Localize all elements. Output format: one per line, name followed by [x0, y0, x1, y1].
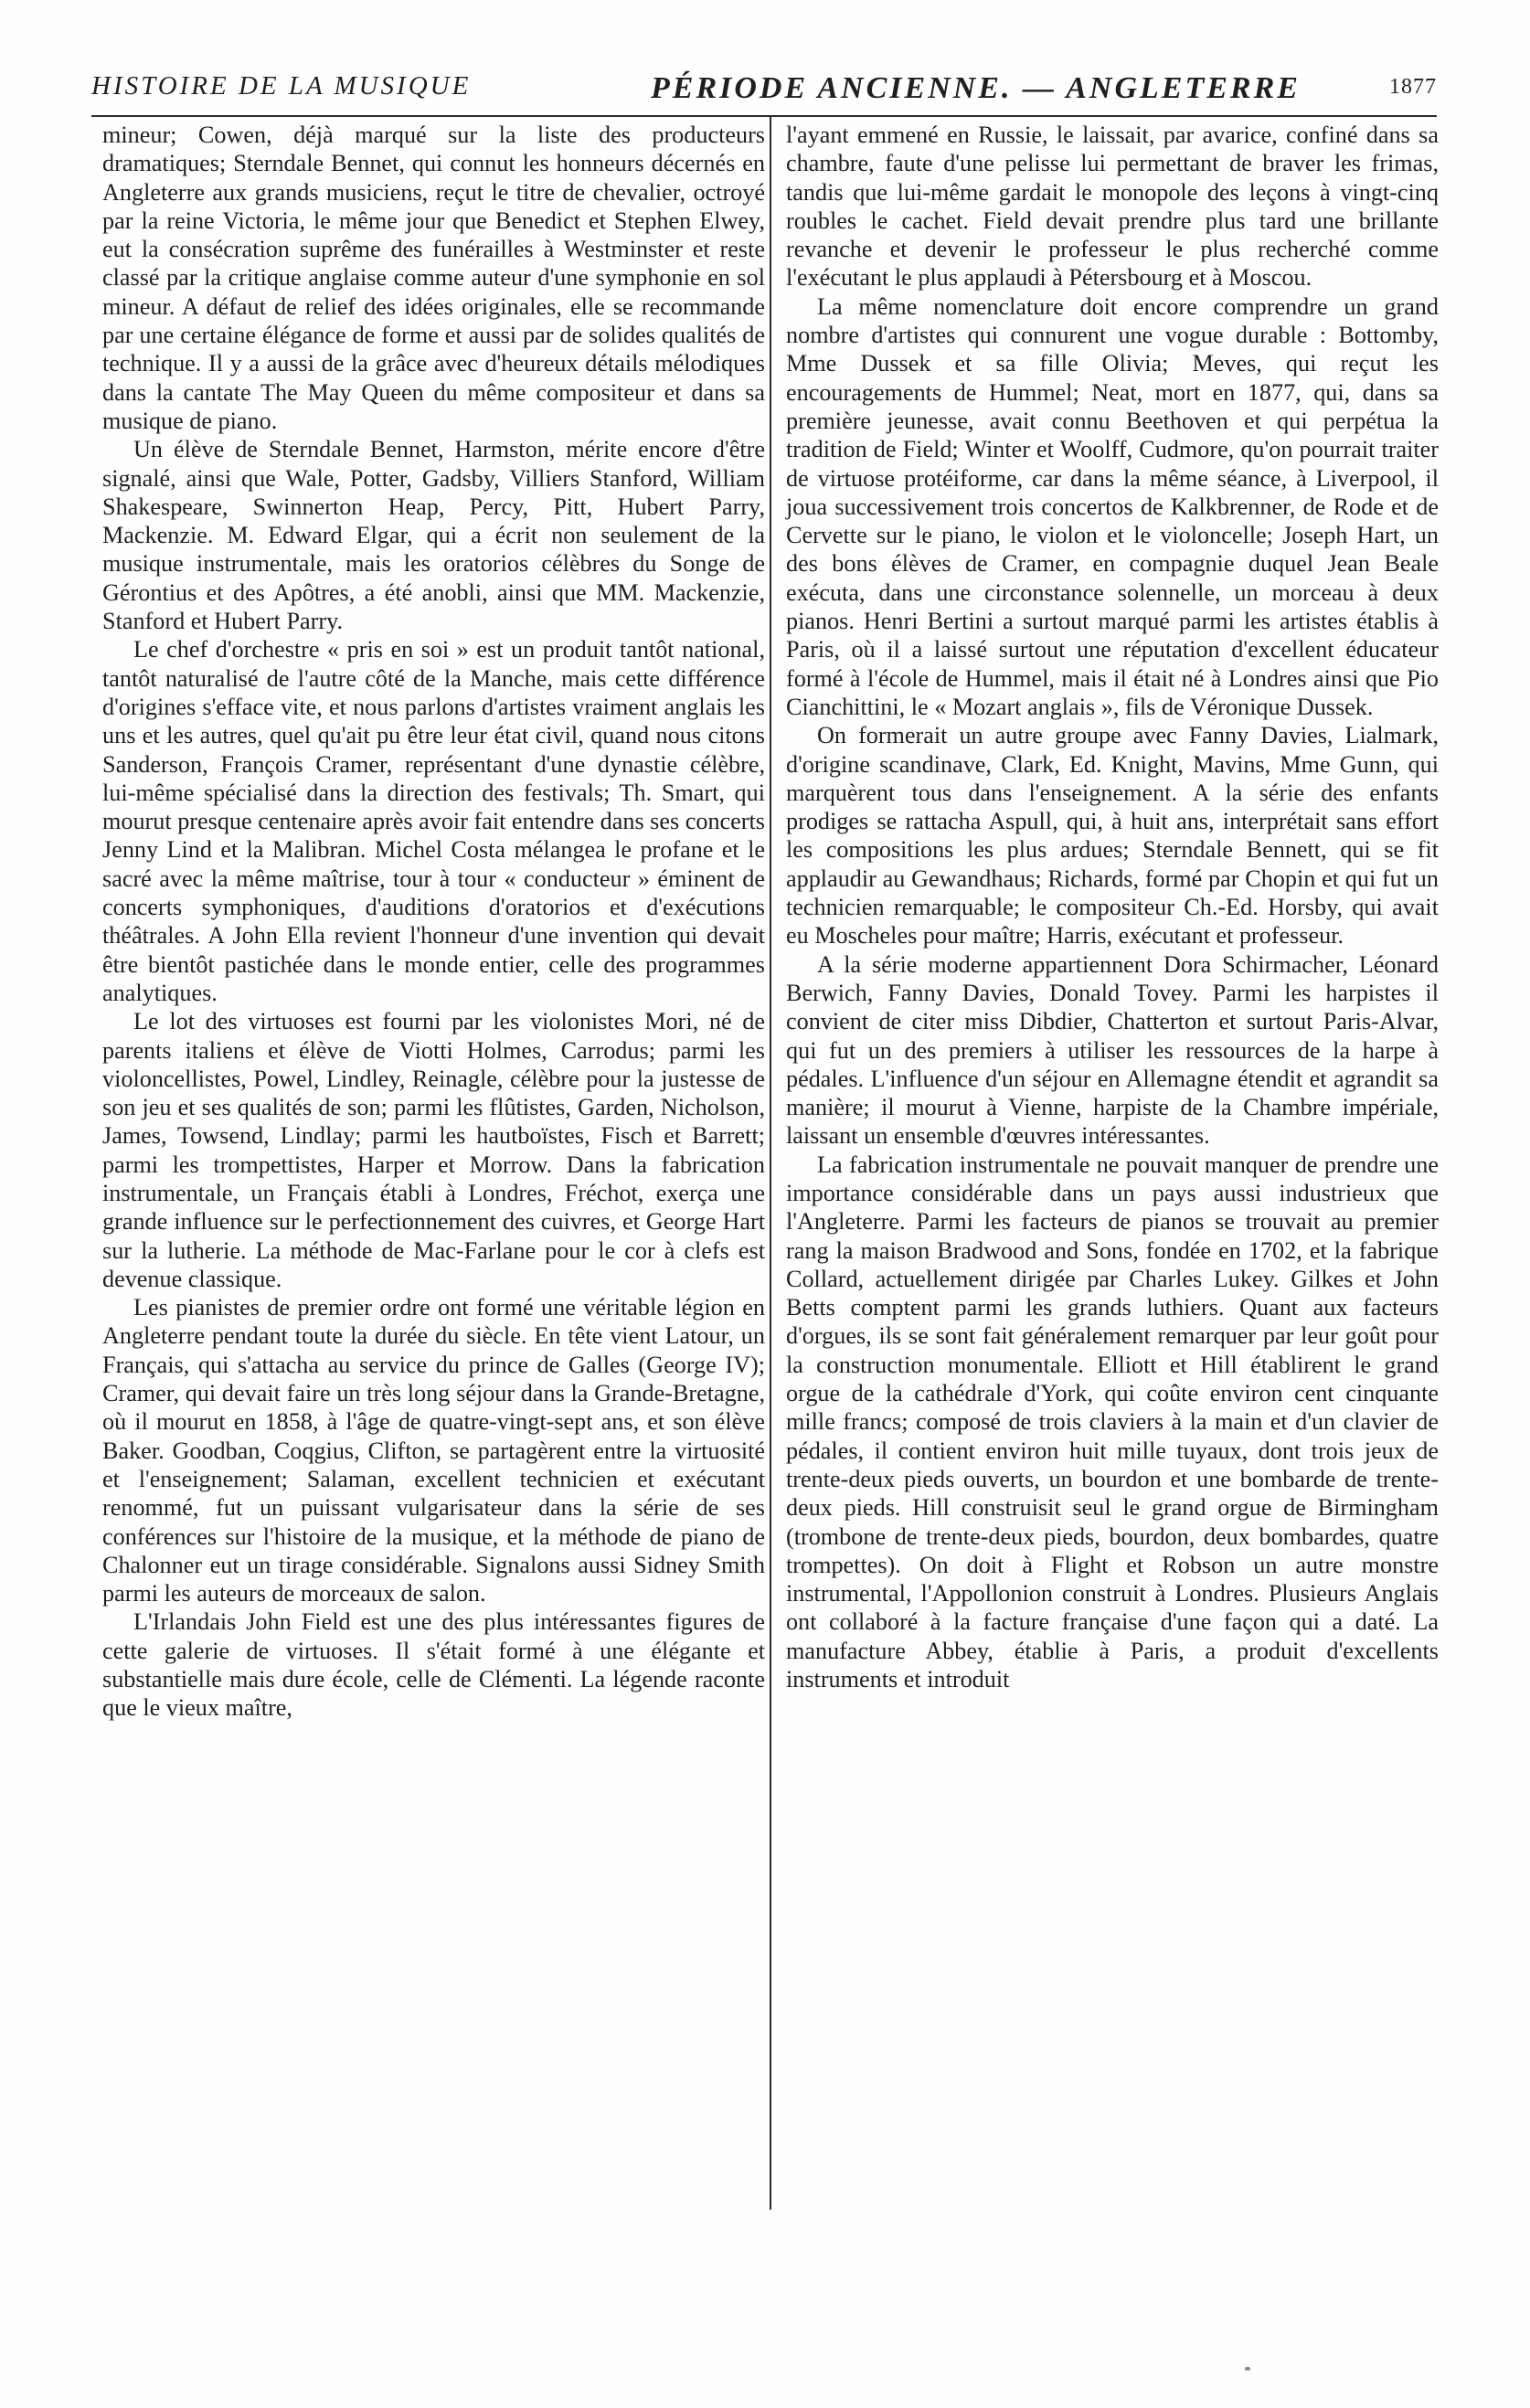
paragraph: mineur; Cowen, déjà marqué sur la liste des producteurs dramatiques; Sterndale Bennet, qui connut les honneurs décernés en Angleterre aux grands musiciens, reçut le titre de chevalier, octroyé par la reine Victoria, le même jour que Benedict et Stephen Elwey, eut la consécration suprême des funérailles à Westminster et reste classé par la critique anglaise comme auteur d'une symphonie en sol mineur. A défaut de relief des idées originales, elle se recommande par une certaine élégance de forme et aussi par de solides qualités de technique. Il y a aussi de la grâce avec d'heureux détails mélodiques dans la cantate The May Queen du même compositeur et dans sa musique de piano. — [102, 122, 765, 434]
running-header — [91, 71, 1437, 111]
paragraph: Un élève de Sterndale Bennet, Harmston, mérite encore d'être signalé, ainsi que Wale, Potter, Gadsby, Villiers Stanford, William Shakespeare, Swinnerton Heap, Percy, Pitt, Hubert Parry, Mackenzie. M. Edward Elgar, qui a écrit non seulement de la musique instrumentale, mais les oratorios célèbres du Songe de Gérontius et des Apôtres, a été anobli, ainsi que MM. Mackenzie, Stanford et Hubert Parry. — [102, 436, 765, 635]
paragraph: L'Irlandais John Field est une des plus intéressantes figures de cette galerie de virtuoses. Il s'était formé à une élégante et substantielle mais dure école, celle de Clémenti. La légende raconte que le vieux maître, — [102, 1608, 765, 1722]
header-section-title: PÉRIODE ANCIENNE. — ANGLETERRE — [651, 71, 1301, 105]
header-rule — [91, 115, 1437, 117]
paragraph: Le lot des virtuoses est fourni par les violonistes Mori, né de parents italiens et élève de Viotti Holmes, Carrodus; parmi les violoncellistes, Powel, Lindley, Reinagle, célèbre pour la justesse de son jeu et ses qualités de son; parmi les flûtistes, Garden, Nicholson, James, Towsend, Lindlay; parmi les hautboïstes, Fisch et Barrett; parmi les trompettistes, Harper et Morrow. Dans la fabrication instrumentale, un Français établi à Londres, Fréchot, exerça une grande influence sur le perfectionnement des cuivres, et George Hart sur la lutherie. La méthode de Mac-Farlane pour le cor à clefs est devenue classique. — [102, 1008, 765, 1292]
ink-speck — [1245, 2367, 1250, 2371]
left-column — [102, 121, 765, 1723]
column-divider — [770, 117, 771, 2210]
paragraph: Le chef d'orchestre « pris en soi » est un produit tantôt national, tantôt naturalisé de l'autre côté de la Manche, mais cette différence d'origines s'efface vite, et nous parlons d'artistes vraiment anglais les uns et les autres, quel qu'ait pu être leur état civil, quand nous citons Sanderson, François Cramer, représentant d'une dynastie célèbre, lui-même spécialisé dans la direction des festivals; Th. Smart, qui mourut presque centenaire après avoir fait entendre dans ses concerts Jenny Lind et la Malibran. Michel Costa mélangea le profane et le sacré avec la même maîtrise, tour à tour « conducteur » éminent de concerts symphoniques, d'auditions d'oratorios et d'exécutions théâtrales. A John Ella revient l'honneur d'une invention qui devait être bientôt pastichée dans le monde entier, celle des programmes analytiques. — [102, 636, 765, 1006]
page-number: 1877 — [1389, 75, 1437, 99]
paragraph: La fabrication instrumentale ne pouvait manquer de prendre une importance considérable dans un pays aussi industrieux que l'Angleterre. Parmi les facteurs de pianos se trouvait au premier rang la maison Bradwood and Sons, fondée en 1702, et la fabrique Collard, actuellement dirigée par Charles Lukey. Gilkes et John Betts comptent parmi les grands luthiers. Quant aux facteurs d'orgues, ils se sont fait généralement remarquer par leur goût pour la construction monumentale. Elliott et Hill établirent le grand orgue de la cathédrale d'York, qui coûte environ cent cinquante mille francs; composé de trois claviers à la main et d'un clavier de pédales, il contient environ huit mille tuyaux, dont trois jeux de trente-deux pieds ouverts, un bourdon et une bombarde de trente-deux pieds. Hill construisit seul le grand orgue de Birmingham (trombone de trente-deux pieds, bourdon, deux bombardes, quatre trompettes). On doit à Flight et Robson un autre monstre instrumental, l'Appollonion construit à Londres. Plusieurs Anglais ont collaboré à la facture française d'une façon qui a daté. La manufacture Abbey, établie à Paris, a produit d'excellents instruments et introduit — [786, 1151, 1439, 1693]
paragraph: La même nomenclature doit encore comprendre un grand nombre d'artistes qui connurent une vogue durable : Bottomby, Mme Dussek et sa fille Olivia; Meves, qui reçut les encouragements de Hummel; Neat, mort en 1877, qui, dans sa première jeunesse, avait connu Beethoven et qui perpétua la tradition de Field; Winter et Woolff, Cudmore, qu'on pourrait traiter de virtuose protéiforme, car dans la même séance, à Liverpool, il joua successivement trois concertos de Kalkbrenner, de Rode et de Cervette sur le piano, le violon et le violoncelle; Joseph Hart, un des bons élèves de Cramer, en compagnie duquel Jean Beale exécuta, dans une circonstance solennelle, un morceau à deux pianos. Henri Bertini a surtout marqué parmi les artistes établis à Paris, où il a laissé surtout une réputation d'excellent éducateur formé à l'école de Hummel, mais il était né à Londres ainsi que Pio Cianchittini, le « Mozart anglais », fils de Véronique Dussek. — [786, 292, 1439, 720]
paragraph: l'ayant emmené en Russie, le laissait, par avarice, confiné dans sa chambre, faute d'une pelisse lui permettant de braver les frimas, tandis que lui-même gardait le monopole des leçons à vingt-cinq roubles le cachet. Field devait prendre plus tard une brillante revanche et devenir le professeur le plus recherché comme l'exécutant le plus applaudi à Pétersbourg et à Moscou. — [786, 122, 1439, 292]
paragraph: On formerait un autre groupe avec Fanny Davies, Lialmark, d'origine scandinave, Clark, Ed. Knight, Mavins, Mme Gunn, qui marquèrent tous dans l'enseignement. A la série des enfants prodiges se rattacha Aspull, qui, à huit ans, interprétait sans effort les compositions les plus ardues; Sterndale Bennett, qui se fit applaudir au Gewandhaus; Richards, formé par Chopin et qui fut un technicien remarquable; le compositeur Ch.-Ed. Horsby, qui avait eu Moscheles pour maître; Harris, exécutant et professeur. — [786, 722, 1439, 949]
paragraph: Les pianistes de premier ordre ont formé une véritable légion en Angleterre pendant toute la durée du siècle. En tête vient Latour, un Français, qui s'attacha au service du prince de Galles (George IV); Cramer, qui devait faire un très long séjour dans la Grande-Bretagne, où il mourut en 1858, à l'âge de quatre-vingt-sept ans, et son élève Baker. Goodban, Coqgius, Clifton, se partagèrent entre la virtuosité et l'enseignement; Salaman, excellent technicien et exécutant renommé, fut un puissant vulgarisateur dans la série de ses conférences sur l'histoire de la musique, et la méthode de piano de Chalonner eut un tirage considérable. Signalons aussi Sidney Smith parmi les auteurs de morceaux de salon. — [102, 1294, 765, 1607]
paragraph: A la série moderne appartiennent Dora Schirmacher, Léonard Berwich, Fanny Davies, Donald Tovey. Parmi les harpistes il convient de citer miss Dibdier, Chatterton et surtout Paris-Alvar, qui fut un des premiers à utiliser les ressources de la harpe à pédales. L'influence d'un séjour en Allemagne étendit et agrandit sa manière; il mourut à Vienne, harpiste de la Chambre impériale, laissant un ensemble d'œuvres intéressantes. — [786, 950, 1439, 1150]
header-book-title: HISTOIRE DE LA MUSIQUE — [91, 71, 472, 101]
right-column — [786, 121, 1439, 1693]
